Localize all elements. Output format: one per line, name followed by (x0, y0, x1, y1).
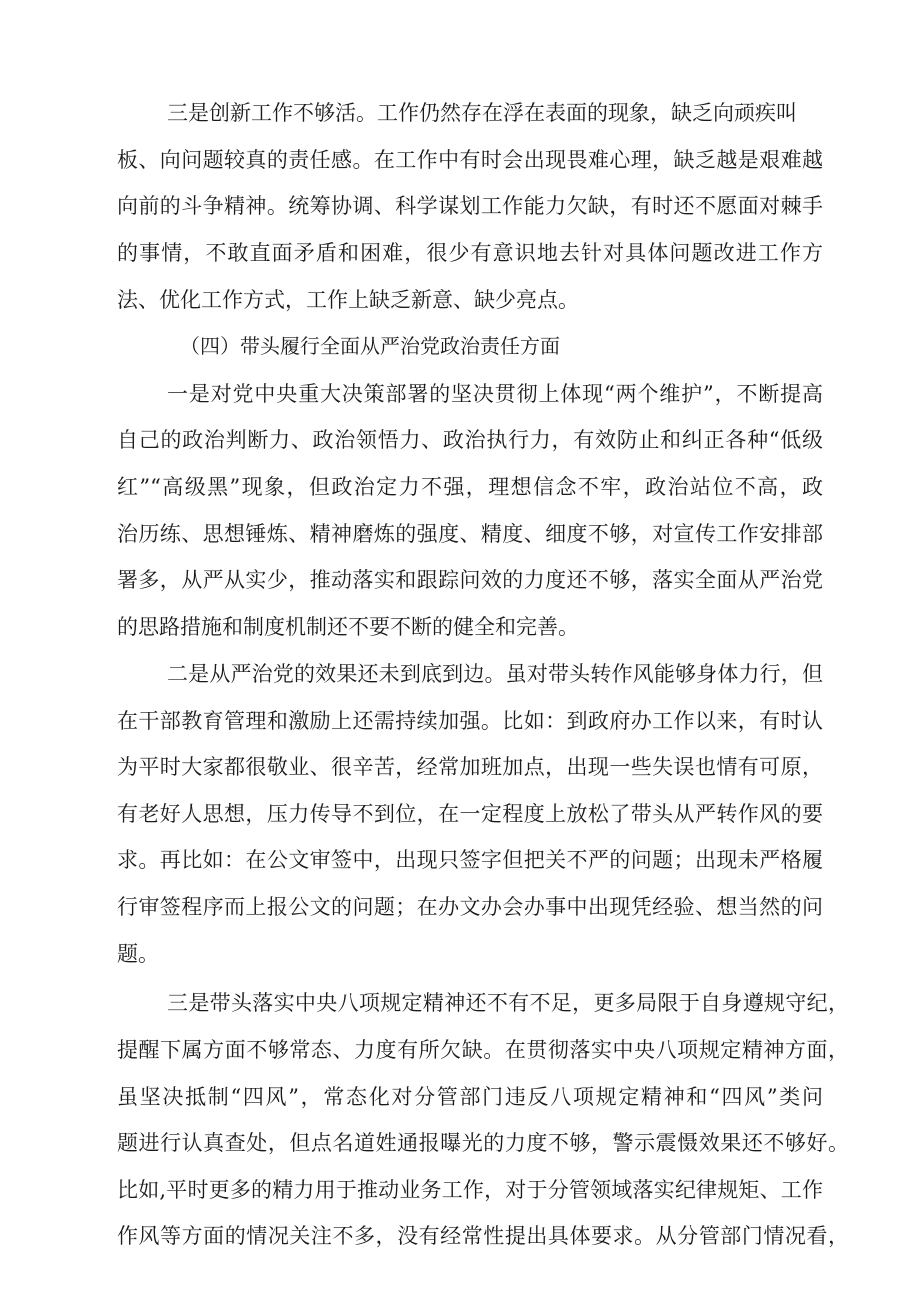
paragraph-line: 署多，从严从实少，推动落实和跟踪问效的力度还不够，落实全面从严治党 (117, 568, 823, 592)
paragraph-line: 一是对党中央重大决策部署的坚决贯彻上体现“两个维护”，不断提高 (167, 382, 823, 406)
paragraph-line: 比如,平时更多的精力用于推动业务工作，对于分管领域落实纪律规矩、工作 (117, 1178, 823, 1202)
paragraph-line: 板、向问题较真的责任感。在工作中有时会出现畏难心理，缺乏越是艰难越 (117, 148, 823, 172)
paragraph-line: 红”“高级黑”现象，但政治定力不强，理想信念不牢，政治站位不高，政 (117, 475, 823, 499)
paragraph-line: 题进行认真查处，但点名道姓通报曝光的力度不够，警示震慑效果还不够好。 (117, 1131, 849, 1155)
paragraph-line: 二是从严治党的效果还未到底到边。虽对带头转作风能够身体力行，但 (167, 662, 823, 686)
paragraph-line: 的思路措施和制度机制还不要不断的健全和完善。 (117, 615, 579, 639)
paragraph-line: 虽坚决抵制“四风”，常态化对分管部门违反八项规定精神和“四风”类问 (117, 1085, 823, 1109)
paragraph-line: 为平时大家都很敬业、很辛苦，经常加班加点，出现一些失误也情有可原， (117, 755, 823, 779)
paragraph-line: 在干部教育管理和激励上还需持续加强。比如：到政府办工作以来，有时认 (117, 709, 823, 733)
paragraph-line: 三是带头落实中央八项规定精神还不有不足，更多局限于自身遵规守纪， (167, 991, 849, 1015)
paragraph-line: 有老好人思想，压力传导不到位，在一定程度上放松了带头从严转作风的要 (117, 802, 823, 826)
paragraph-line: 行审签程序而上报公文的问题；在办文办会办事中出现凭经验、想当然的问 (117, 895, 823, 919)
paragraph-line: 法、优化工作方式，工作上缺乏新意、缺少亮点。 (117, 288, 579, 312)
paragraph-line: 求。再比如：在公文审签中，出现只签字但把关不严的问题；出现未严格履 (117, 848, 823, 872)
paragraph-line: 的事情，不敢直面矛盾和困难，很少有意识地去针对具体问题改进工作方 (117, 241, 823, 265)
paragraph-line: 自己的政治判断力、政治领悟力、政治执行力，有效防止和纠正各种“低级 (117, 428, 823, 452)
paragraph-line: 题。 (117, 942, 159, 966)
paragraph-line: 三是创新工作不够活。工作仍然存在浮在表面的现象，缺乏向顽疾叫 (167, 101, 797, 125)
paragraph-line: 治历练、思想锤炼、精神磨炼的强度、精度、细度不够，对宣传工作安排部 (117, 522, 823, 546)
paragraph-line: 作风等方面的情况关注不多，没有经常性提出具体要求。从分管部门情况看， (117, 1224, 849, 1248)
paragraph-line: 向前的斗争精神。统筹协调、科学谋划工作能力欠缺，有时还不愿面对棘手 (117, 194, 823, 218)
section-heading: （四）带头履行全面从严治党政治责任方面 (180, 334, 560, 358)
paragraph-line: 提醒下属方面不够常态、力度有所欠缺。在贯彻落实中央八项规定精神方面， (117, 1038, 849, 1062)
